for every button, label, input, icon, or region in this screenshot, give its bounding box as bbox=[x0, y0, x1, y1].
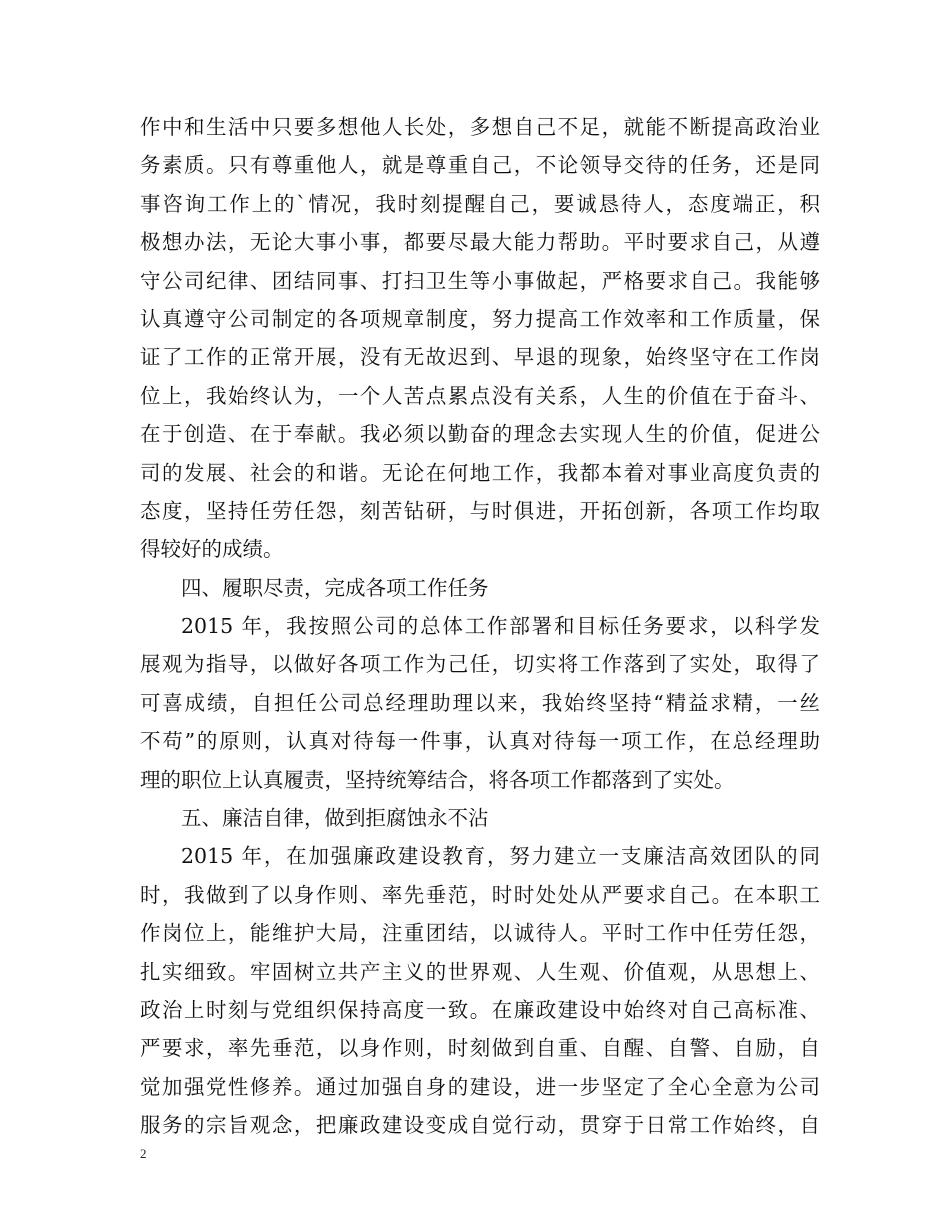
text-line: 理的职位上认真履责，坚持统筹结合，将各项工作都落到了实处。 bbox=[140, 767, 735, 792]
text-line: 不苟”的原则，认真对待每一件事，认真对待每一项工作，在总经理助 bbox=[140, 729, 820, 754]
text-line: 态度，坚持任劳任怨，刻苦钻研，与时俱进，开拓创新，各项工作均取 bbox=[140, 498, 820, 523]
section-heading: 五、廉洁自律，做到拒腐蚀永不沾 bbox=[181, 806, 489, 831]
text-line: 可喜成绩，自担任公司总经理助理以来，我始终坚持“精益求精，一丝 bbox=[140, 690, 820, 715]
page-number: 2 bbox=[140, 1146, 147, 1161]
text-line: 认真遵守公司制定的各项规章制度，努力提高工作效率和工作质量，保 bbox=[140, 306, 820, 331]
text-line: 展观为指导，以做好各项工作为己任，切实将工作落到了实处，取得了 bbox=[140, 652, 820, 677]
text-line: 证了工作的正常开展，没有无故迟到、早退的现象，始终坚守在工作岗 bbox=[140, 345, 820, 370]
text-line: 司的发展、社会的和谐。无论在何地工作，我都本着对事业高度负责的 bbox=[140, 460, 820, 485]
section-heading: 四、履职尽责，完成各项工作任务 bbox=[181, 575, 489, 600]
text-line: 在于创造、在于奉献。我必须以勤奋的理念去实现人生的价值，促进公 bbox=[140, 422, 820, 447]
text-line: 2015 年，我按照公司的总体工作部署和目标任务要求，以科学发 bbox=[181, 614, 820, 639]
text-line: 政治上时刻与党组织保持高度一致。在廉政建设中始终对自己高标准、 bbox=[140, 997, 820, 1022]
text-line: 作中和生活中只要多想他人长处，多想自己不足，就能不断提高政治业 bbox=[140, 115, 820, 139]
text-line: 觉加强党性修养。通过加强自身的建设，进一步坚定了全心全意为公司 bbox=[140, 1074, 820, 1099]
text-line: 作岗位上，能维护大局，注重团结，以诚待人。平时工作中任劳任怨， bbox=[140, 921, 820, 946]
text-line: 守公司纪律、团结同事、打扫卫生等小事做起，严格要求自己。我能够 bbox=[140, 268, 820, 293]
text-line: 2015 年，在加强廉政建设教育，努力建立一支廉洁高效团队的同 bbox=[181, 844, 820, 869]
text-line: 时，我做到了以身作则、率先垂范，时时处处从严要求自己。在本职工 bbox=[140, 882, 820, 907]
body-text bbox=[140, 108, 820, 1145]
text-line: 严要求，率先垂范，以身作则，时刻做到自重、自醒、自警、自励，自 bbox=[140, 1036, 820, 1061]
text-line: 务素质。只有尊重他人，就是尊重自己，不论领导交待的任务，还是同 bbox=[140, 153, 820, 178]
text-line: 服务的宗旨观念，把廉政建设变成自觉行动，贯穿于日常工作始终，自 bbox=[140, 1113, 820, 1138]
text-line: 极想办法，无论大事小事，都要尽最大能力帮助。平时要求自己，从遵 bbox=[140, 230, 820, 255]
text-line: 扎实细致。牢固树立共产主义的世界观、人生观、价值观，从思想上、 bbox=[140, 959, 820, 984]
text-line: 得较好的成绩。 bbox=[140, 537, 284, 562]
text-line: 位上，我始终认为，一个人苦点累点没有关系，人生的价值在于奋斗、 bbox=[140, 383, 820, 408]
text-line: 事咨询工作上的`情况，我时刻提醒自己，要诚恳待人，态度端正，积 bbox=[140, 191, 820, 216]
